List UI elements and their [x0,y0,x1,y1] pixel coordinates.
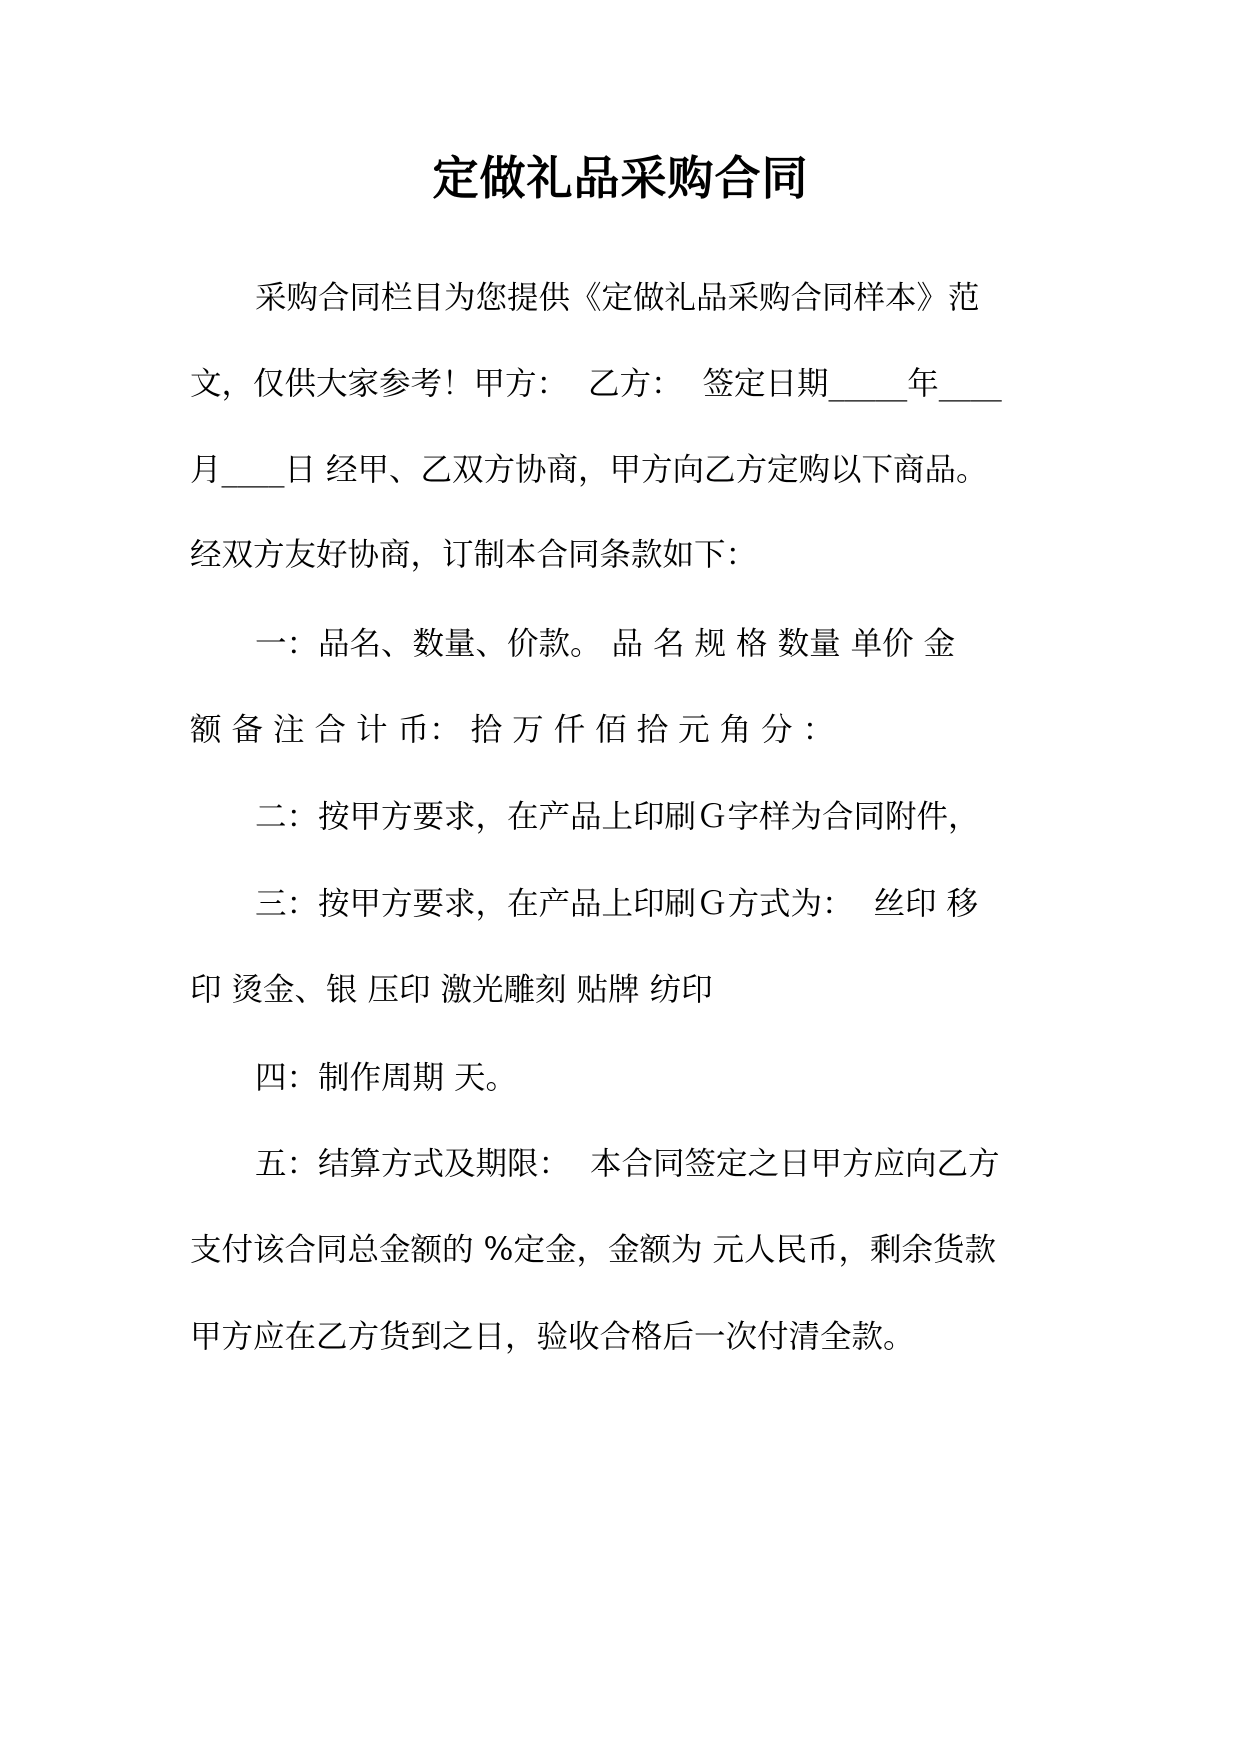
paragraph-1-line-3: 月____日 经甲、乙双方协商，甲方向乙方定购以下商品。 [190,452,988,488]
paragraph-1-line-4: 经双方友好协商，订制本合同条款如下： [190,537,758,573]
document-title: 定做礼品采购合同 [432,151,809,205]
clause-5-line-1: 五：结算方式及期限： 本合同签定之日甲方应向乙方 [255,1146,1000,1182]
clause-5-line-3: 甲方应在乙方货到之日，验收合格后一次付清全款。 [190,1319,915,1355]
clause-4-line-1: 四：制作周期 天。 [255,1060,518,1096]
clause-5-line-2: 支付该合同总金额的 %定金，金额为 元人民币，剩余货款 [190,1232,996,1268]
paragraph-1-line-1: 采购合同栏目为您提供《定做礼品采购合同样本》范 [255,280,980,316]
clause-3-line-1: 三：按甲方要求，在产品上印刷Ｇ方式为： 丝印 移 [255,886,979,922]
clause-1-line-1: 一：品名、数量、价款。 品 名 规 格 数量 单价 金 [255,626,956,662]
paragraph-1-line-2: 文，仅供大家参考！甲方： 乙方： 签定日期_____年____ [190,366,1002,402]
clause-3-line-2: 印 烫金、银 压印 激光雕刻 贴牌 纺印 [190,972,713,1008]
clause-1-line-2: 额 备 注 合 计 币： 拾 万 仟 佰 拾 元 角 分 ： [190,712,835,748]
clause-2-line-1: 二：按甲方要求，在产品上印刷Ｇ字样为合同附件， [255,799,980,835]
